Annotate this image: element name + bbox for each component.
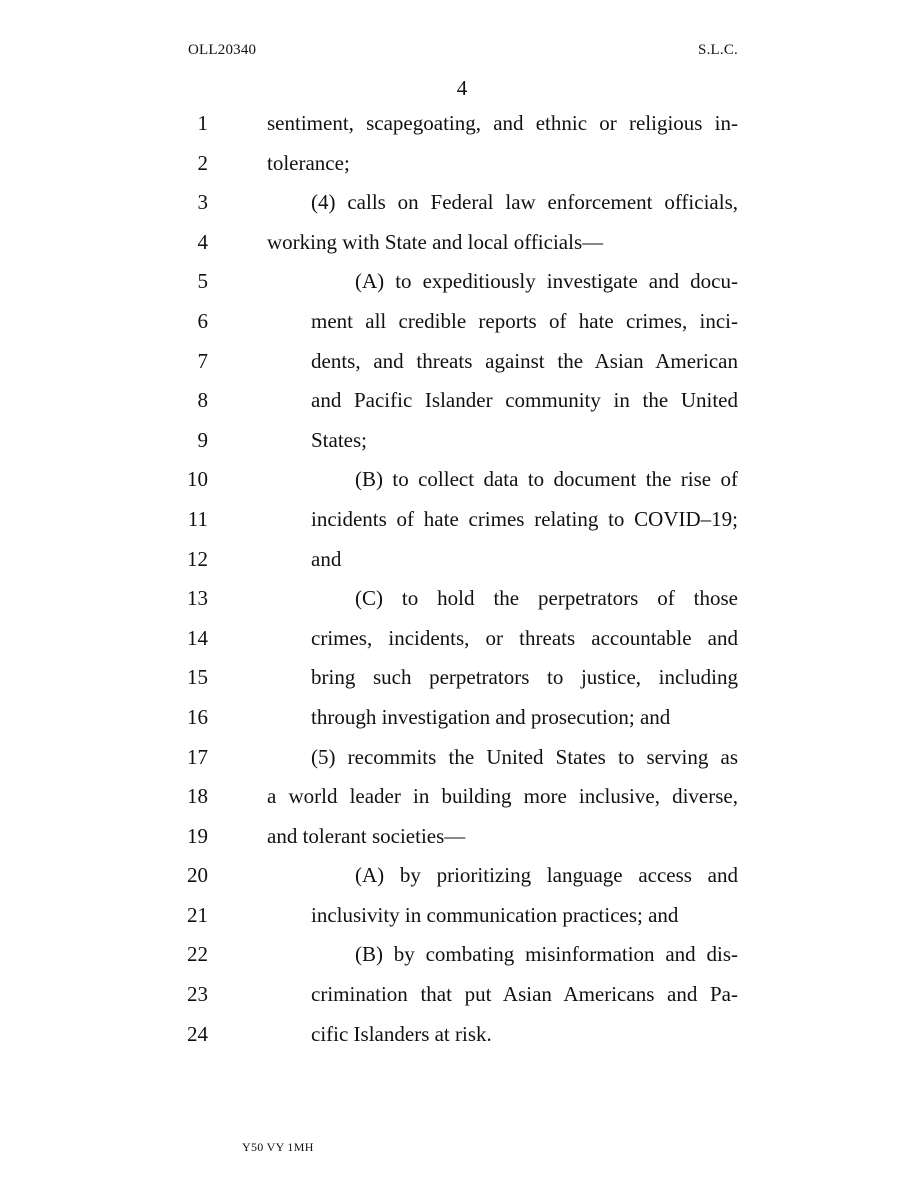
line-number: 5	[197, 269, 208, 294]
text-line	[0, 658, 924, 698]
text-line	[0, 381, 924, 421]
line-text: (A) by prioritizing language access and	[355, 863, 738, 888]
text-line	[0, 144, 924, 184]
line-number: 21	[187, 902, 208, 927]
line-text: inclusivity in communication practices; and	[311, 902, 679, 927]
line-text: tolerance;	[267, 150, 350, 175]
line-text: crimes, incidents, or threats accountable and	[311, 625, 738, 650]
text-line	[0, 223, 924, 263]
line-text: crimination that put Asian Americans and Pa-	[311, 982, 738, 1007]
text-line	[0, 1015, 924, 1055]
line-number: 7	[197, 348, 208, 373]
text-line	[0, 619, 924, 659]
text-line	[0, 262, 924, 302]
text-line	[0, 896, 924, 936]
line-text: and tolerant societies—	[267, 823, 466, 848]
line-text: (B) to collect data to document the rise of	[355, 467, 738, 492]
page-number: 4	[456, 76, 468, 100]
text-line	[0, 579, 924, 619]
text-line	[0, 183, 924, 223]
text-line	[0, 540, 924, 580]
text-line	[0, 738, 924, 778]
text-line	[0, 421, 924, 461]
line-text: (4) calls on Federal law enforcement officials,	[311, 190, 738, 215]
line-number: 14	[187, 625, 208, 650]
line-number: 17	[187, 744, 208, 769]
line-number: 24	[187, 1021, 208, 1046]
line-text: (A) to expeditiously investigate and docu-	[355, 269, 738, 294]
line-number: 22	[187, 942, 208, 967]
text-line	[0, 460, 924, 500]
line-number: 3	[197, 190, 208, 215]
line-text: sentiment, scapegoating, and ethnic or religious in-	[267, 111, 738, 135]
line-text: bring such perpetrators to justice, including	[311, 665, 738, 690]
line-text: a world leader in building more inclusive, diverse,	[267, 784, 738, 809]
line-text: dents, and threats against the Asian American	[311, 348, 738, 373]
line-number: 4	[197, 229, 208, 254]
line-number: 23	[187, 982, 208, 1007]
line-number: 9	[197, 427, 208, 452]
line-text: (C) to hold the perpetrators of those	[355, 586, 738, 611]
line-text: and	[311, 546, 342, 571]
line-text: cific Islanders at risk.	[311, 1021, 492, 1046]
bill-text-body	[0, 104, 924, 1054]
line-text: (5) recommits the United States to serving as	[311, 744, 738, 769]
office-code: S.L.C.	[698, 42, 738, 58]
line-number: 2	[197, 150, 208, 175]
line-text: working with State and local officials—	[267, 229, 604, 254]
line-number: 16	[187, 704, 208, 729]
text-line	[0, 856, 924, 896]
line-text: ment all credible reports of hate crimes, inci-	[311, 308, 738, 333]
line-text: (B) by combating misinformation and dis-	[355, 942, 738, 967]
line-text: through investigation and prosecution; and	[311, 704, 671, 729]
text-line	[0, 302, 924, 342]
text-line	[0, 342, 924, 382]
text-line	[0, 104, 924, 144]
document-id: OLL20340	[188, 42, 257, 58]
line-number: 12	[187, 546, 208, 571]
line-text: incidents of hate crimes relating to COVID–19;	[311, 506, 738, 531]
line-number: 11	[187, 506, 208, 531]
line-text: and Pacific Islander community in the United	[311, 388, 738, 413]
text-line	[0, 975, 924, 1015]
text-line	[0, 935, 924, 975]
line-number: 1	[197, 111, 208, 135]
line-number: 6	[197, 308, 208, 333]
line-number: 8	[197, 388, 208, 413]
text-line	[0, 817, 924, 857]
line-number: 10	[187, 467, 208, 492]
line-number: 20	[187, 863, 208, 888]
line-number: 15	[187, 665, 208, 690]
footer-code: Y50 VY 1MH	[242, 1140, 314, 1154]
text-line	[0, 500, 924, 540]
line-number: 19	[187, 823, 208, 848]
text-line	[0, 698, 924, 738]
text-line	[0, 777, 924, 817]
line-number: 13	[187, 586, 208, 611]
line-text: States;	[311, 427, 367, 452]
line-number: 18	[187, 784, 208, 809]
